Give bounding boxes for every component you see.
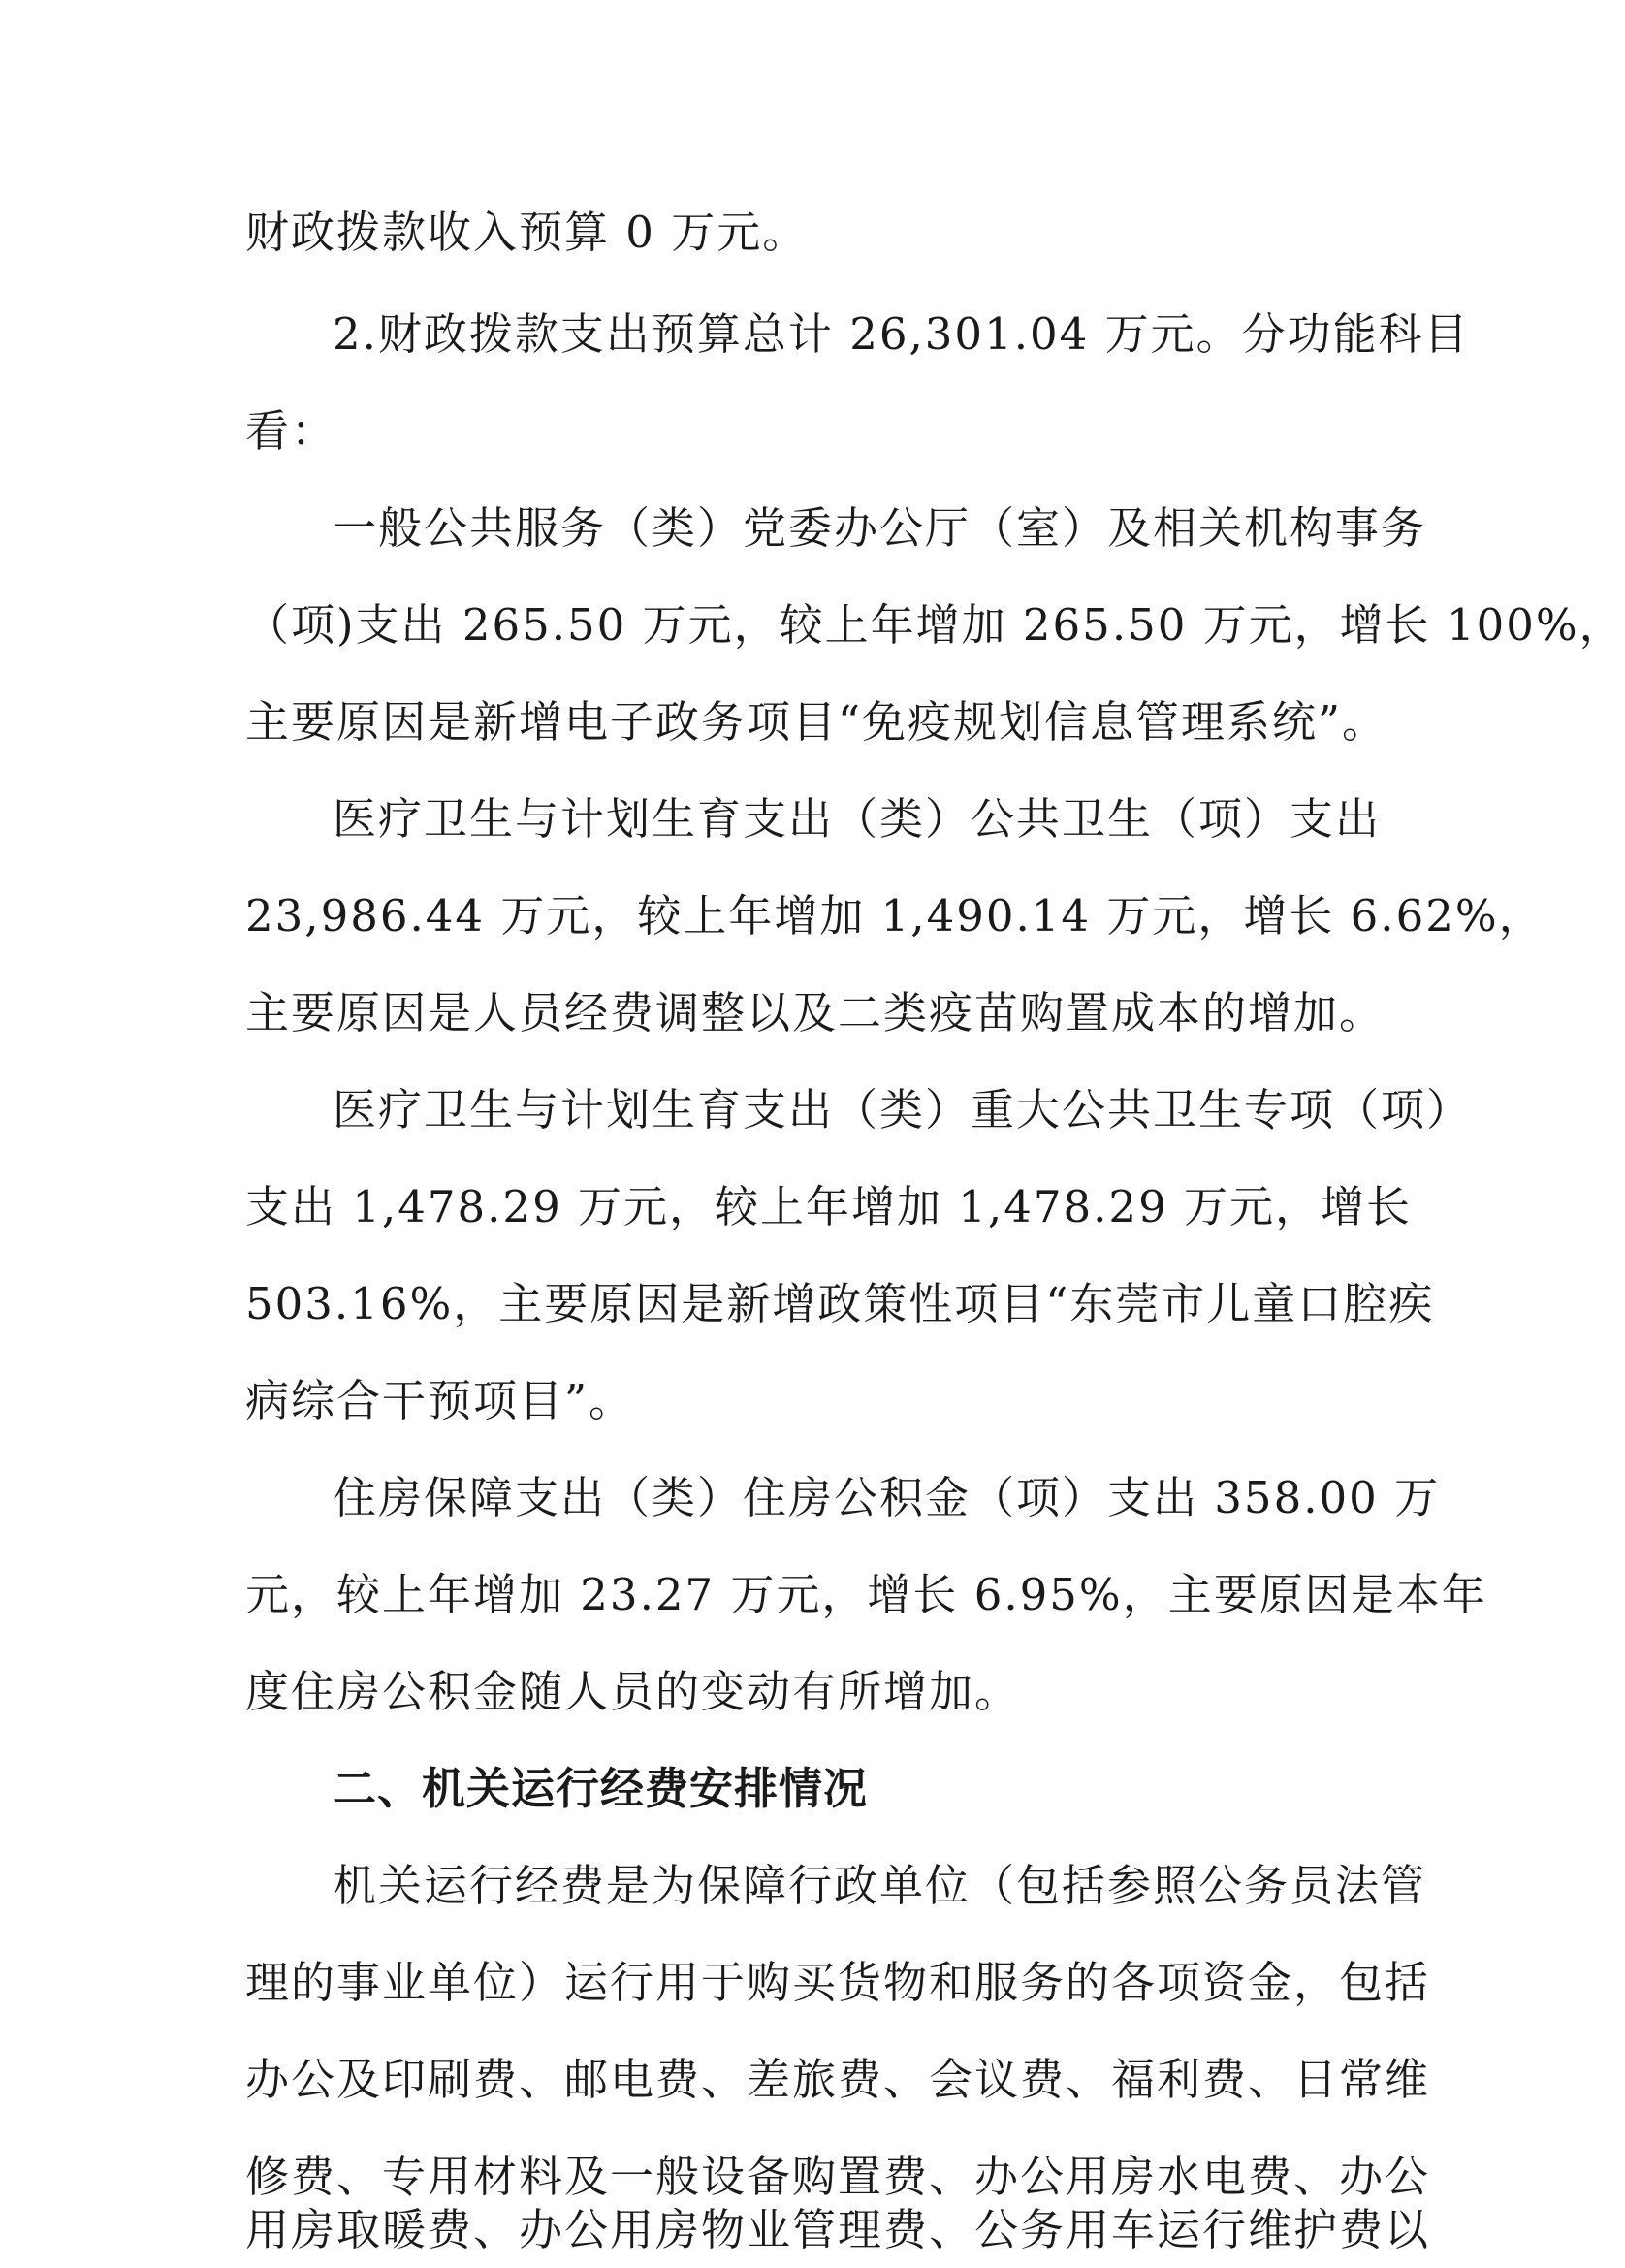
text-line: 主要原因是人员经费调整以及二类疫苗购置成本的增加。 [245,987,1386,1038]
text-line: 用房取暖费、办公用房物业管理费、公务用车运行维护费以 [245,2204,1431,2255]
text-line-paragraph-start: 住房保障支出（类）住房公积金（项）支出 358.00 万 [333,1472,1441,1523]
text-line: 元，较上年增加 23.27 万元，增长 6.95%，主要原因是本年 [245,1569,1487,1620]
text-line-paragraph-start: 医疗卫生与计划生育支出（类）重大公共卫生专项（项） [333,1084,1473,1135]
section-heading: 二、机关运行经费安排情况 [333,1763,869,1814]
text-line: （项)支出 265.50 万元，较上年增加 265.50 万元，增长 100%， [245,599,1625,651]
text-line: 看： [245,405,337,457]
text-line: 支出 1,478.29 万元，较上年增加 1,478.29 万元，增长 [245,1181,1412,1232]
text-line-paragraph-start: 一般公共服务（类）党委办公厅（室）及相关机构事务 [333,502,1427,554]
text-line-paragraph-start: 医疗卫生与计划生育支出（类）公共卫生（项）支出 [333,793,1382,845]
text-line: 理的事业单位）运行用于购买货物和服务的各项资金，包括 [245,1957,1431,2008]
text-line: 办公及印刷费、邮电费、差旅费、会议费、福利费、日常维 [245,2054,1431,2105]
text-line: 23,986.44 万元，较上年增加 1,490.14 万元，增长 6.62%， [245,890,1545,942]
text-line-continuation: 财政拨款收入预算 0 万元。 [245,207,809,258]
text-line-paragraph-start: 2.财政拨款支出预算总计 26,301.04 万元。分功能科目 [333,308,1470,360]
text-line: 主要原因是新增电子政务项目“免疫规划信息管理系统”。 [245,696,1388,748]
text-line: 503.16%，主要原因是新增政策性项目“东莞市儿童口腔疾 [245,1278,1435,1329]
text-line: 度住房公积金随人员的变动有所增加。 [245,1666,1021,1717]
text-line-paragraph-start: 机关运行经费是为保障行政单位（包括参照公务员法管 [333,1860,1427,1911]
text-line: 修费、专用材料及一般设备购置费、办公用房水电费、办公 [245,2151,1431,2202]
text-line: 病综合干预项目”。 [245,1375,635,1426]
